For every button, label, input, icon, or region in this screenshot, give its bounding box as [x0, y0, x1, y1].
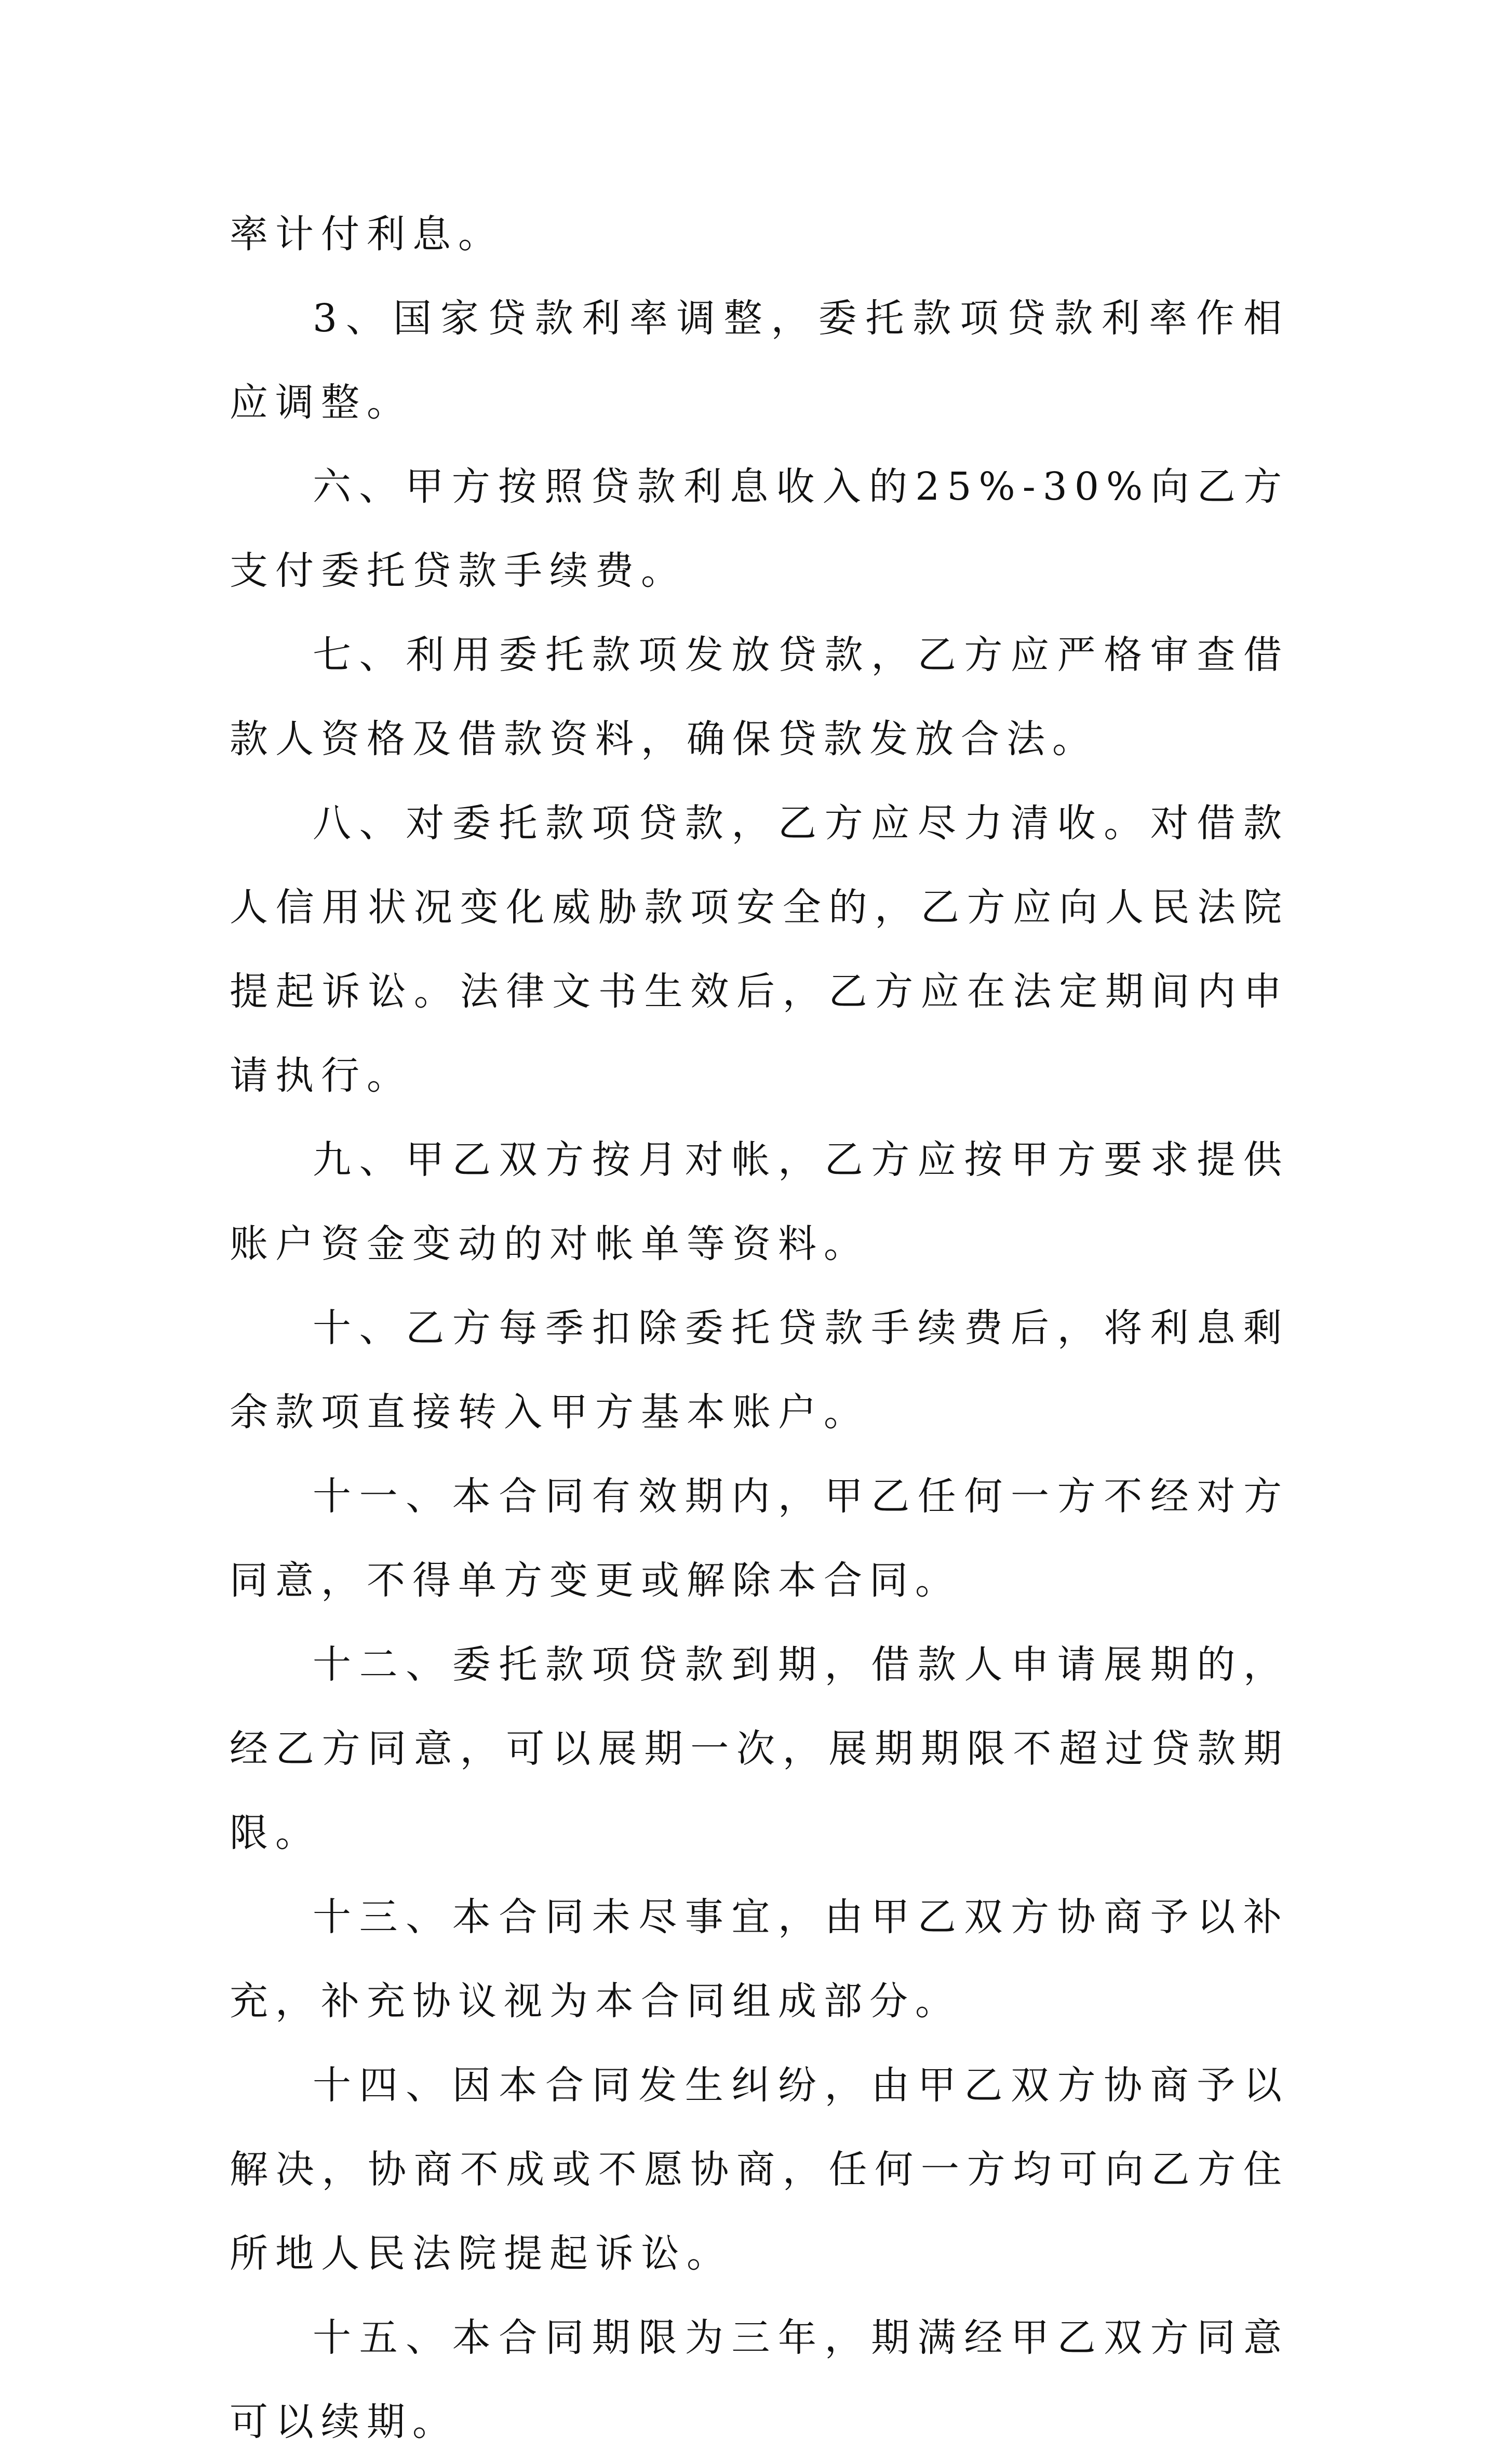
paragraph-clause-13: 十三、本合同未尽事宜，由甲乙双方协商予以补充，补充协议视为本合同组成部分。 — [230, 1895, 1289, 2024]
paragraph-clause-10: 十、乙方每季扣除委托贷款手续费后，将利息剩余款项直接转入甲方基本账户。 — [230, 1306, 1289, 1435]
paragraph-rate-adjustment: 3、国家贷款利率调整，委托款项贷款利率作相应调整。 — [230, 296, 1289, 425]
paragraph-clause-11: 十一、本合同有效期内，甲乙任何一方不经对方同意，不得单方变更或解除本合同。 — [230, 1474, 1289, 1603]
paragraph-clause-9: 九、甲乙双方按月对帐，乙方应按甲方要求提供账户资金变动的对帐单等资料。 — [230, 1137, 1289, 1266]
paragraph-clause-6: 六、甲方按照贷款利息收入的25%-30%向乙方支付委托贷款手续费。 — [230, 464, 1289, 593]
paragraph-clause-8: 八、对委托款项贷款，乙方应尽力清收。对借款人信用状况变化威胁款项安全的，乙方应向人民法院提起诉讼。法律文书生效后，乙方应在法定期间内申请执行。 — [230, 801, 1289, 1098]
document-page — [230, 192, 1289, 2464]
paragraph-clause-12: 十二、委托款项贷款到期，借款人申请展期的，经乙方同意，可以展期一次，展期期限不超过贷款期限。 — [230, 1642, 1289, 1855]
paragraph-interest-continuation: 率计付利息。 — [230, 212, 504, 257]
paragraph-clause-14: 十四、因本合同发生纠纷，由甲乙双方协商予以解决，协商不成或不愿协商，任何一方均可向乙方住所地人民法院提起诉讼。 — [230, 2063, 1289, 2276]
paragraph-clause-15: 十五、本合同期限为三年，期满经甲乙双方同意可以续期。 — [230, 2315, 1289, 2444]
paragraph-clause-7: 七、利用委托款项发放贷款，乙方应严格审查借款人资格及借款资料，确保贷款发放合法。 — [230, 633, 1289, 761]
